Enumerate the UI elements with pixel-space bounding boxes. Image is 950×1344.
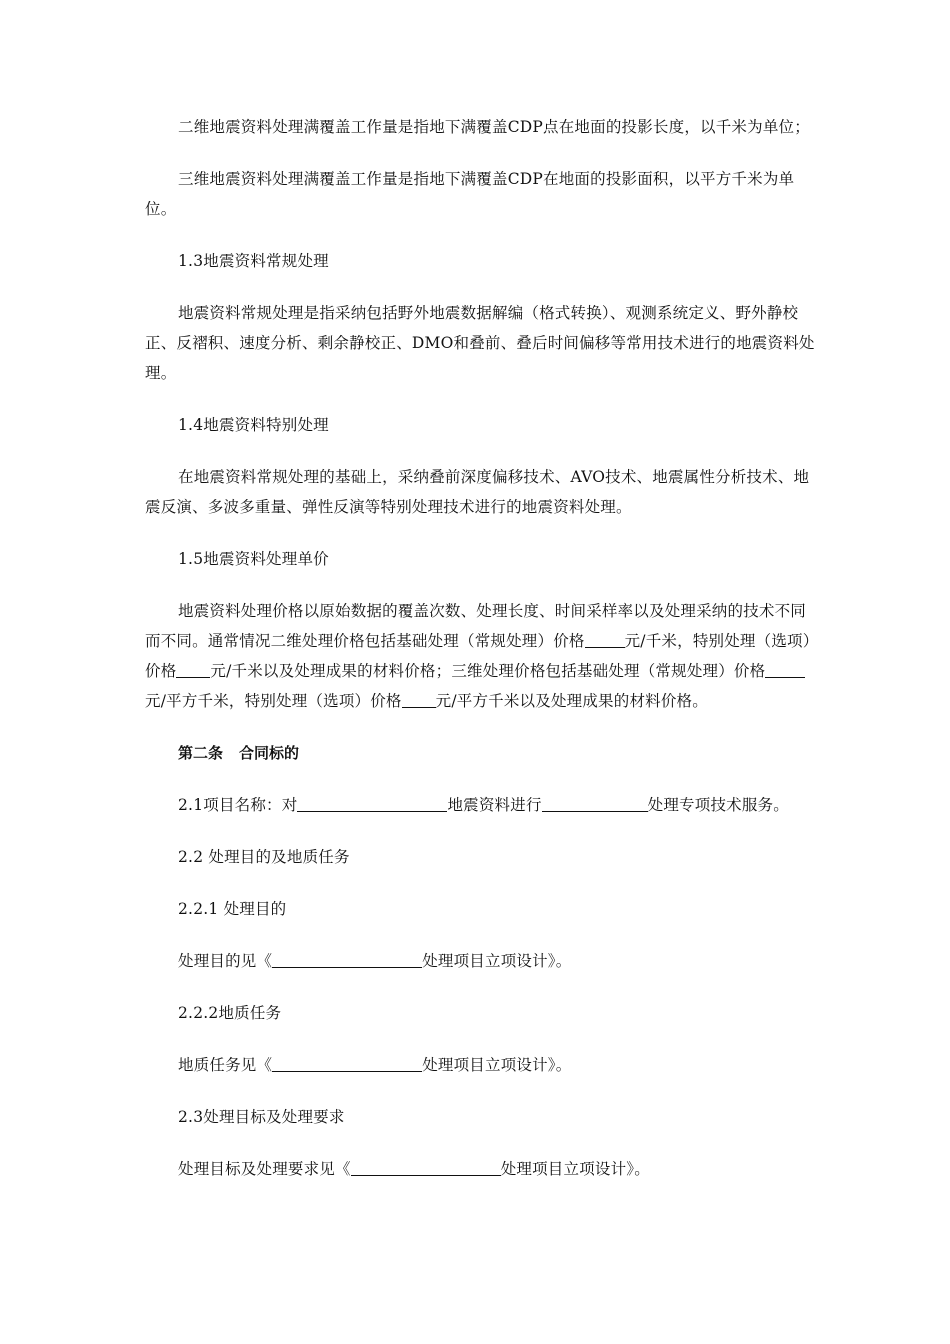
blank-3d-special-price[interactable] [402,689,436,708]
blank-2d-basic-price[interactable] [585,629,625,648]
price-text-2: 元/千米，特别处理（选项）价格 [145,632,811,680]
heading-2-3: 2.3处理目标及处理要求 [178,1108,345,1126]
blank-purpose-design[interactable] [272,949,422,968]
p23-text-a: 处理目标及处理要求见《 [178,1160,351,1178]
heading-1-4: 1.4地震资料特别处理 [178,416,329,434]
heading-2-2-2: 2.2.2地质任务 [178,1004,282,1022]
price-text-1: 地震资料处理价格以原始数据的覆盖次数、处理长度、时间采样率以及处理采纳的技术不同而不同。通常情况二维处理价格包括基础处理（常规处理）价格 [145,602,807,650]
article-2-number: 第二条 [178,744,224,762]
section-2-1-text-b: 地震资料进行 [447,796,542,814]
paragraph-2-3 [145,1154,815,1184]
price-text-5: 元/平方千米以及处理成果的材料价格。 [435,692,708,710]
blank-2d-special-price[interactable] [176,659,210,678]
paragraph-2-2-1 [145,946,815,976]
paragraph-2-2-2 [145,1050,815,1080]
price-text-4: 元/平方千米，特别处理（选项）价格 [145,692,402,710]
paragraph-unit-price [145,596,815,716]
price-text-3: 元/千米以及处理成果的材料价格；三维处理价格包括基础处理（常规处理）价格 [210,662,766,680]
heading-2-2-1: 2.2.1 处理目的 [178,900,287,918]
p221-text-b: 处理项目立项设计》。 [422,952,572,970]
blank-target-design[interactable] [351,1157,501,1176]
document-page [145,112,815,1206]
p222-text-a: 地质任务见《 [178,1056,273,1074]
heading-2-2: 2.2 处理目的及地质任务 [178,848,350,866]
paragraph-special-processing: 在地震资料常规处理的基础上，采纳叠前深度偏移技术、AVO技术、地震属性分析技术、地震反演、多波多重量、弹性反演等特别处理技术进行的地震资料处理。 [145,468,810,516]
heading-1-3: 1.3地震资料常规处理 [178,252,329,270]
section-2-1-text-c: 处理专项技术服务。 [647,796,789,814]
section-2-1 [145,790,815,820]
p221-text-a: 处理目的见《 [178,952,273,970]
article-2-title: 合同标的 [239,744,300,762]
blank-project-area[interactable] [297,793,447,812]
paragraph-3d-workload: 三维地震资料处理满覆盖工作量是指地下满覆盖CDP在地面的投影面积，以平方千米为单位。 [145,170,795,218]
blank-3d-basic-price[interactable] [765,659,805,678]
p23-text-b: 处理项目立项设计》。 [500,1160,650,1178]
article-2-heading [145,738,815,768]
blank-geology-design[interactable] [272,1053,422,1072]
heading-1-5: 1.5地震资料处理单价 [178,550,329,568]
p222-text-b: 处理项目立项设计》。 [422,1056,572,1074]
section-2-1-text-a: 2.1项目名称：对 [178,796,298,814]
blank-processing-type[interactable] [542,793,648,812]
paragraph-regular-processing: 地震资料常规处理是指采纳包括野外地震数据解编（格式转换）、观测系统定义、野外静校正、反褶积、速度分析、剩余静校正、DMO和叠前、叠后时间偏移等常用技术进行的地震资料处理。 [145,304,815,382]
paragraph-2d-workload: 二维地震资料处理满覆盖工作量是指地下满覆盖CDP点在地面的投影长度，以千米为单位； [178,118,810,136]
